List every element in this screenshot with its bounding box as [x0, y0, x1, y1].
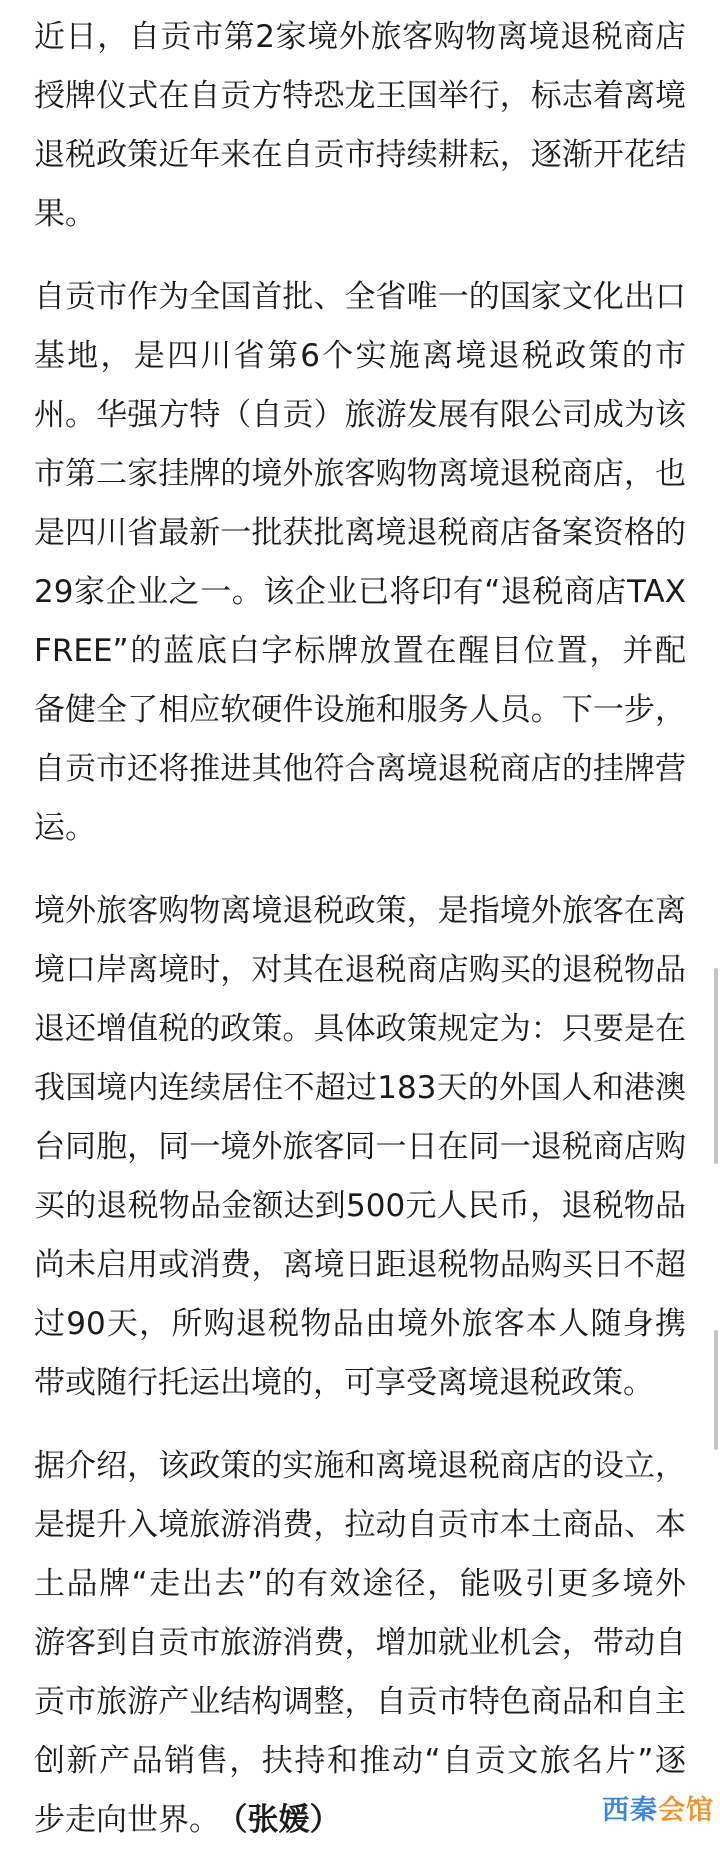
scrollbar-thumb-secondary[interactable] [714, 1330, 718, 1450]
article-body [34, 8, 686, 1874]
watermark-logo [602, 1788, 714, 1827]
watermark-part2: 会馆 [658, 1795, 714, 1826]
watermark-part1: 西秦 [602, 1795, 658, 1826]
scrollbar-thumb[interactable] [714, 968, 718, 1164]
article-paragraph-1: 近日，自贡市第2家境外旅客购物离境退税商店授牌仪式在自贡方特恐龙王国举行，标志着离境退税政策近年来在自贡市持续耕耘，逐渐开花结果。 [34, 19, 686, 232]
article-paragraph-2: 自贡市作为全国首批、全省唯一的国家文化出口基地，是四川省第6个实施离境退税政策的市州。华强方特（自贡）旅游发展有限公司成为该市第二家挂牌的境外旅客购物离境退税商店，也是四川省最新一批获批离境退税商店备案资格的29家企业之一。该企业已将印有“退税商店TAX FREE”的蓝底白字标牌放置在醒目位置，并配备健全了相应软硬件设施和服务人员。下一步，自贡市还将推进其他符合离境退税商店的挂牌营运。 [34, 279, 686, 846]
article-paragraph-3: 境外旅客购物离境退税政策，是指境外旅客在离境口岸离境时，对其在退税商店购买的退税物品退还增值税的政策。具体政策规定为：只要是在我国境内连续居住不超过183天的外国人和港澳台同胞，同一境外旅客同一日在同一退税商店购买的退税物品金额达到500元人民币，退税物品尚未启用或消费，离境日距退税物品购买日不超过90天，所购退税物品由境外旅客本人随身携带或随行托运出境的，可享受离境退税政策。 [34, 893, 686, 1401]
article-byline: （张媛） [232, 1802, 341, 1838]
article-paragraph-4-text: 据介绍，该政策的实施和离境退税商店的设立，是提升入境旅游消费，拉动自贡市本土商品、本土品牌“走出去”的有效途径，能吸引更多境外游客到自贡市旅游消费，增加就业机会，带动自贡市旅游产业结构调整，自贡市特色商品和自主创新产品销售，扶持和推动“自贡文旅名片”逐步走向世界。 [34, 1448, 686, 1838]
article-paragraph-4 [34, 1437, 686, 1850]
